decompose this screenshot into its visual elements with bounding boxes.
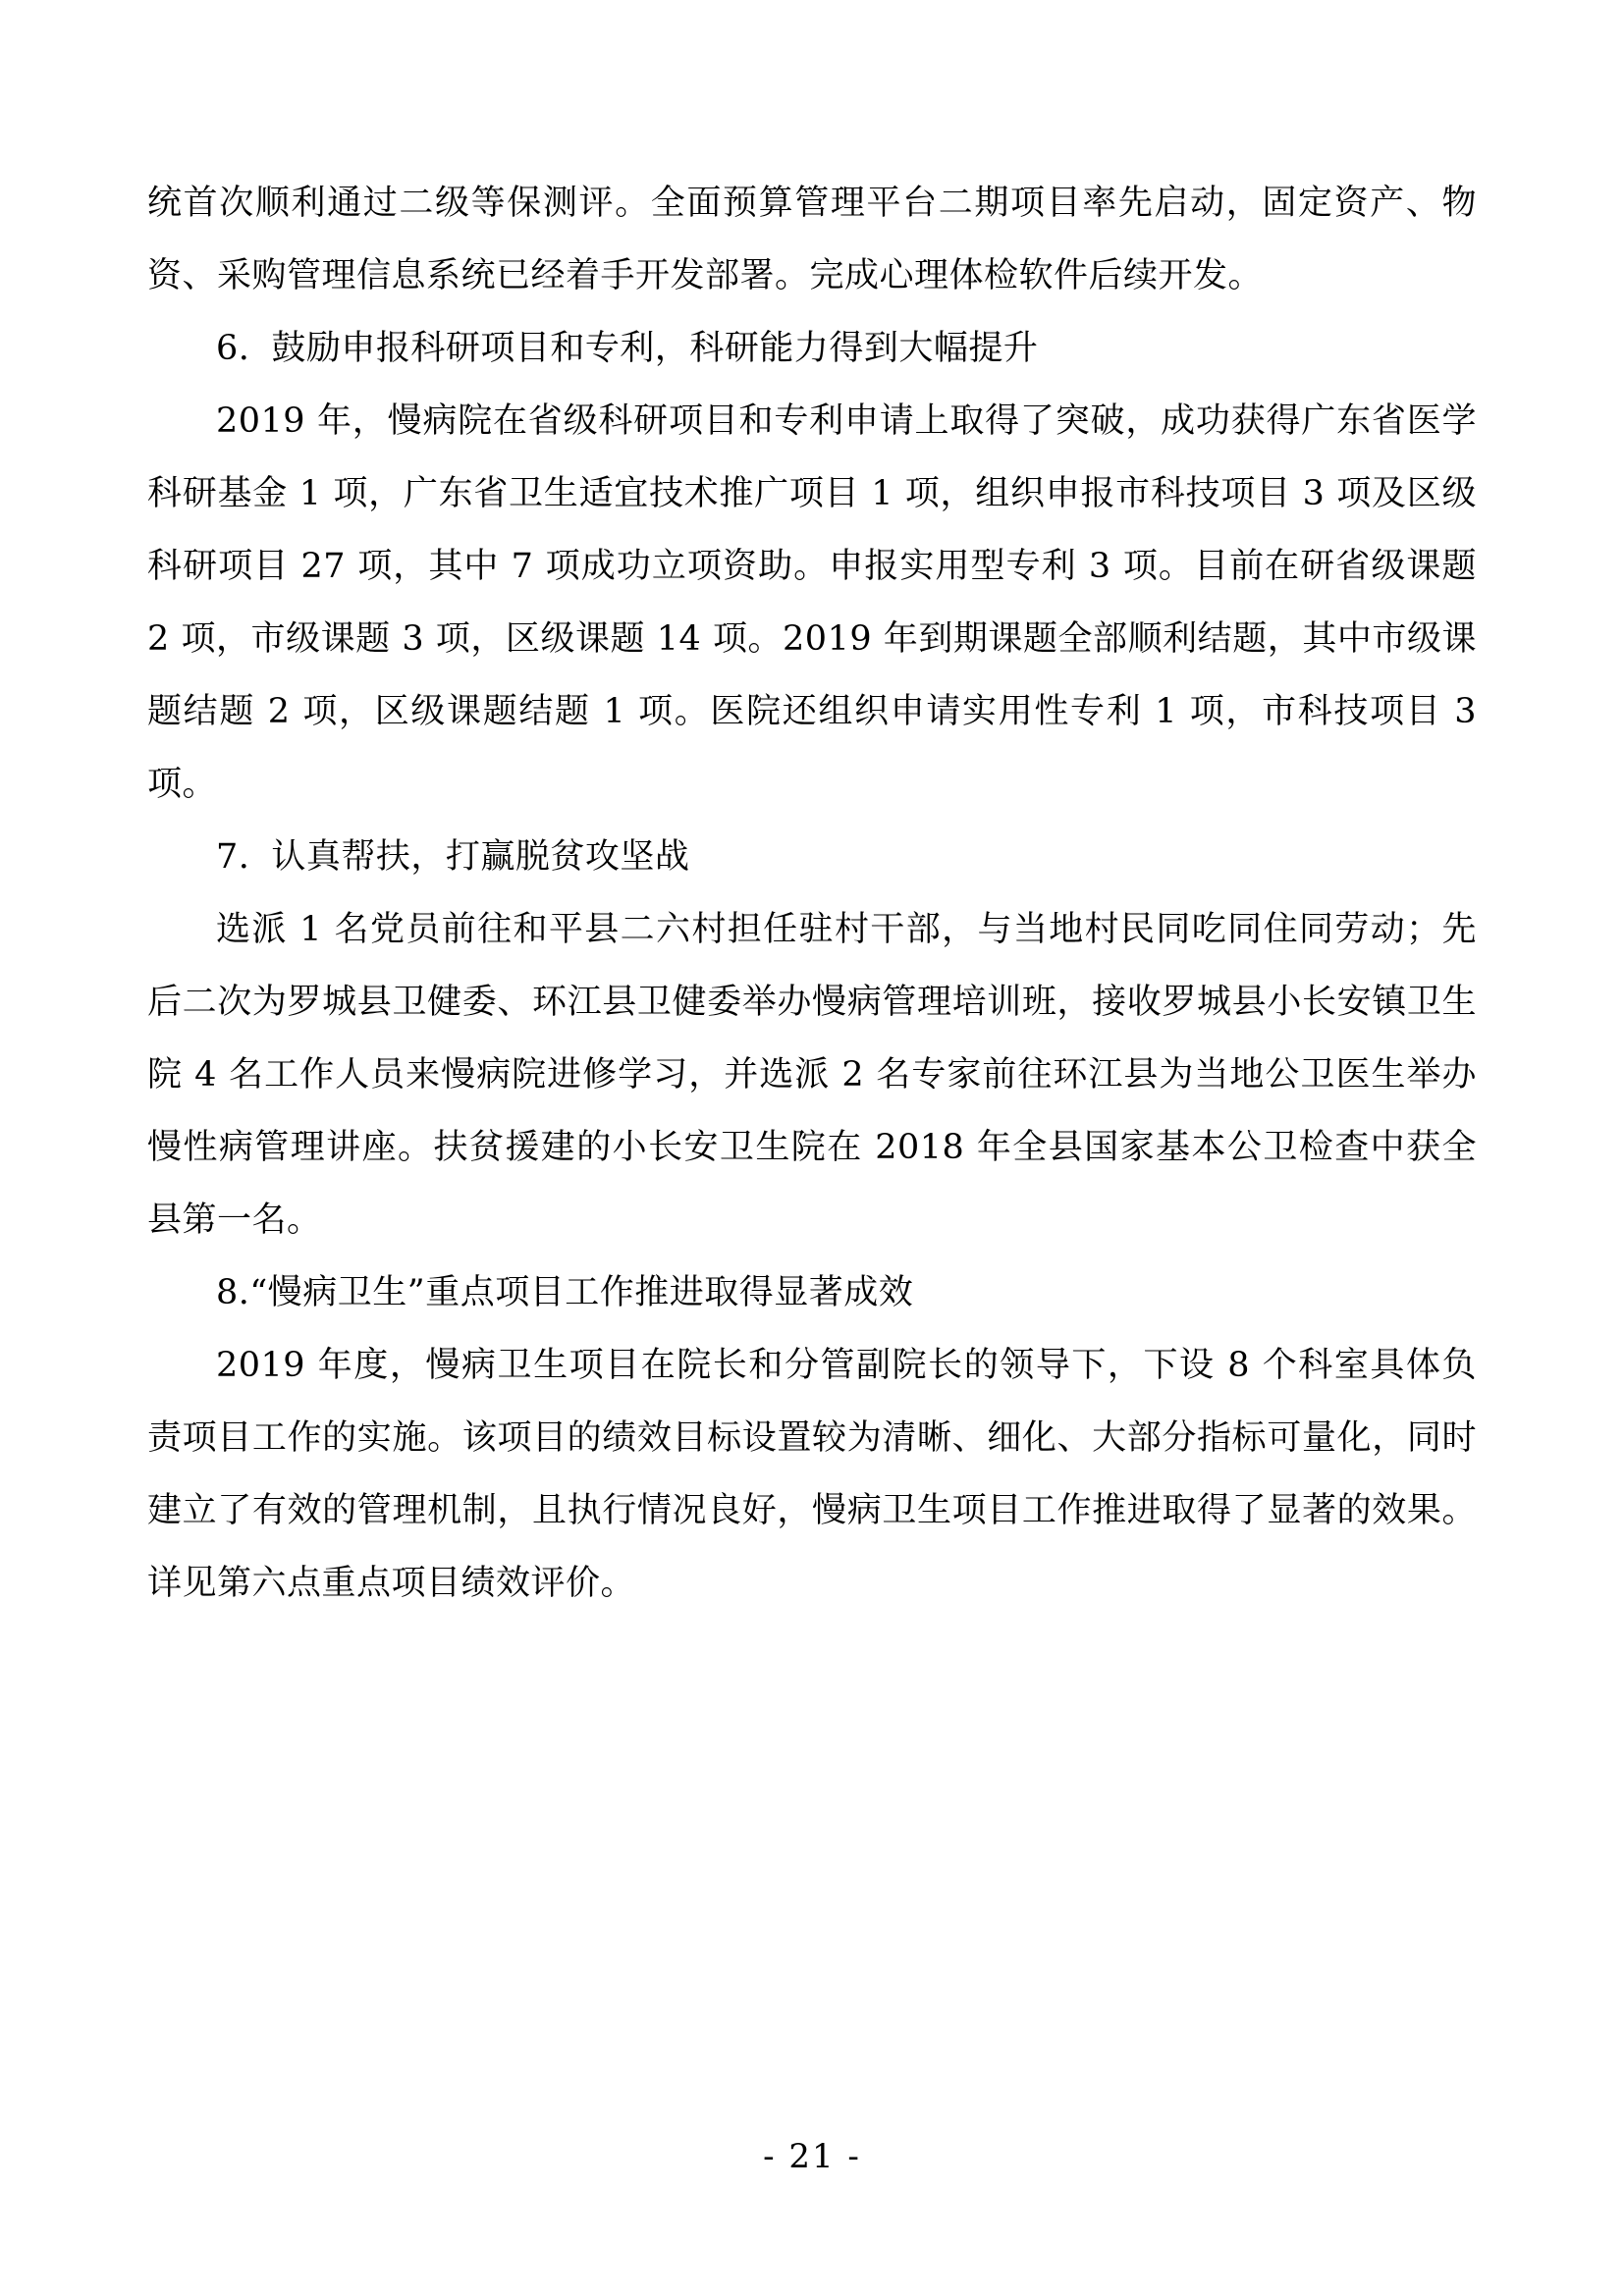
heading-6-number: 6.: [216, 329, 250, 368]
numbered-heading-6: [147, 312, 1477, 385]
heading-8-text: “慢病卫生”重点项目工作推进取得显著成效: [249, 1273, 914, 1312]
page-number: - 21 -: [763, 2137, 861, 2176]
heading-7-text: 认真帮扶，打赢脱贫攻坚战: [271, 837, 690, 877]
numbered-heading-7: [147, 821, 1477, 893]
paragraph-section-8: 2019 年度，慢病卫生项目在院长和分管副院长的领导下，下设 8 个科室具体负责项目工作的实施。该项目的绩效目标设置较为清晰、细化、大部分指标可量化，同时建立了有效的管理机制，且执行情况良好，慢病卫生项目工作推进取得了显著的效果。详见第六点重点项目绩效评价。: [147, 1346, 1477, 1603]
heading-8-number: 8.: [216, 1273, 250, 1312]
heading-7-number: 7.: [216, 837, 250, 877]
paragraph-section-6: 2019 年，慢病院在省级科研项目和专利申请上取得了突破，成功获得广东省医学科研基金 1 项，广东省卫生适宜技术推广项目 1 项，组织申报市科技项目 3 项及区级科研项目 27 项，其中 7 项成功立项资助。申报实用型专利 3 项。目前在研省级课题 2 项，市级课题 3 项，区级课题 14 项。2019 年到期课题全部顺利结题，其中市级课题结题 2 项，区级课题结题 1 项。医院还组织申请实用性专利 1 项，市科技项目 3 项。: [147, 401, 1477, 804]
numbered-heading-8: [147, 1256, 1477, 1329]
page-body: [147, 167, 1477, 1620]
paragraph-section-7: 选派 1 名党员前往和平县二六村担任驻村干部，与当地村民同吃同住同劳动；先后二次为罗城县卫健委、环江县卫健委举办慢病管理培训班，接收罗城县小长安镇卫生院 4 名工作人员来慢病院进修学习，并选派 2 名专家前往环江县为当地公卫医生举办慢性病管理讲座。扶贫援建的小长安卫生院在 2018 年全县国家基本公卫检查中获全县第一名。: [147, 910, 1477, 1240]
heading-6-text: 鼓励申报科研项目和专利，科研能力得到大幅提升: [271, 329, 1039, 368]
paragraph-continued: 统首次顺利通过二级等保测评。全面预算管理平台二期项目率先启动，固定资产、物资、采购管理信息系统已经着手开发部署。完成心理体检软件后续开发。: [147, 184, 1477, 295]
